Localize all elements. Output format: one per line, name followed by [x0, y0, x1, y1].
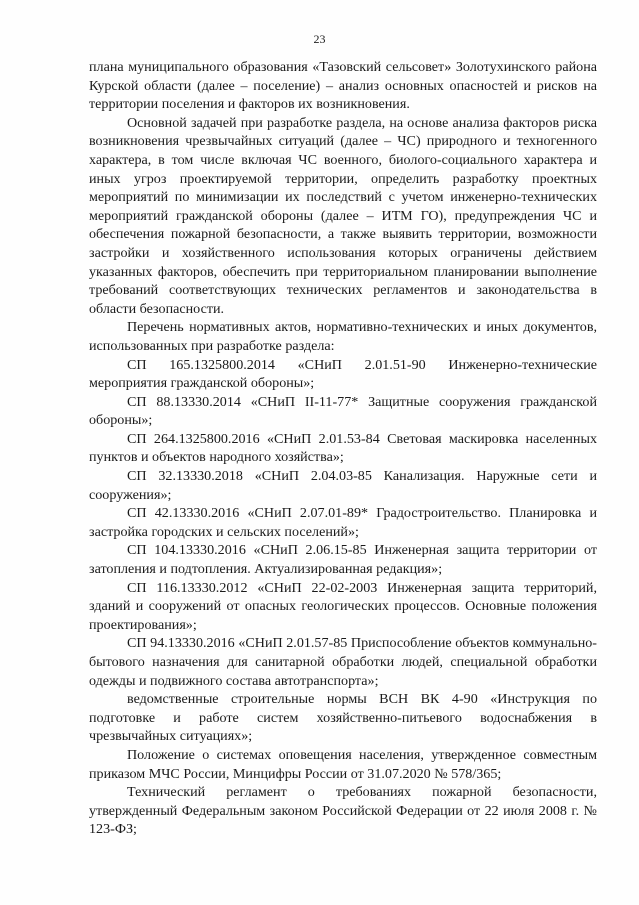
list-item-sp-32: СП 32.13330.2018 «СНиП 2.04.03-85 Канализация. Наружные сети и сооружения»;: [89, 468, 597, 503]
list-item-sp-264: СП 264.1325800.2016 «СНиП 2.01.53-84 Световая маскировка населенных пунктов и объектов народного хозяйства»;: [89, 430, 597, 466]
list-item-sp-104: СП 104.13330.2016 «СНиП 2.06.15-85 Инженерная защита территории от затопления и подтопления. Актуализированная редакция»;: [89, 542, 597, 578]
list-item-fire-safety-regulation: Технический регламент о требованиях пожарной безопасности, утвержденный Федеральным законом Российской Федерации от 22 июля 2008 г. № 123-ФЗ;: [89, 784, 597, 838]
document-body: [89, 58, 597, 839]
list-item-sp-165: СП 165.1325800.2014 «СНиП 2.01.51-90 Инженерно-технические мероприятия гражданской обороны»;: [89, 356, 597, 392]
list-item-warning-systems: Положение о системах оповещения населения, утвержденное совместным приказом МЧС России, Минцифры России от 31.07.2020 № 578/365;: [89, 746, 597, 782]
list-item-sp-94: СП 94.13330.2016 «СНиП 2.01.57-85 Приспособление объектов коммунально- бытового назначения для санитарной обработки людей, специальной обработки одежды и подвижного состава автотранспорта»;: [89, 635, 597, 689]
list-item-vsn-vk: ведомственные строительные нормы ВСН ВК 4-90 «Инструкция по подготовке и работе систем хозяйственно-питьевого водоснабжения в чрезвычайных ситуациях»;: [89, 691, 597, 745]
paragraph-documents-list-intro: Перечень нормативных актов, нормативно-технических и иных документов, использованных при разработке раздела:: [89, 319, 597, 354]
page-number: 23: [313, 32, 326, 46]
list-item-sp-116: СП 116.13330.2012 «СНиП 22-02-2003 Инженерная защита территорий, зданий и сооружений от опасных геологических процессов. Основные положения проектирования»;: [89, 579, 597, 633]
paragraph-intro-continuation: плана муниципального образования «Тазовский сельсовет» Золотухинского района Курской области (далее – поселение) – анализ основных опасностей и рисков на территории поселения и факторов их возникновения.: [89, 59, 597, 113]
paragraph-main-task: Основной задачей при разработке раздела, на основе анализа факторов риска возникновения чрезвычайных ситуаций (далее – ЧС) природного и техногенного характера, в том числе включая ЧС военного, биолого-социального характера и иных угроз проектируемой территории, определить разработку проектных мероприятий по минимизации их последствий с учетом инженерно-технических мероприятий гражданской обороны (далее – ИТМ ГО), предупреждения ЧС и обеспечения пожарной безопасности, а также выявить территории, возможности застройки и хозяйственного использования которых ограничены действием указанных факторов, обеспечить при территориальном планировании выполнение требований соответствующих технических регламентов и законодательства в области безопасности.: [89, 114, 597, 317]
list-item-sp-88: СП 88.13330.2014 «СНиП II-11-77* Защитные сооружения гражданской обороны»;: [89, 393, 597, 429]
list-item-sp-42: СП 42.13330.2016 «СНиП 2.07.01-89* Градостроительство. Планировка и застройка городских и сельских поселений»;: [89, 505, 597, 540]
